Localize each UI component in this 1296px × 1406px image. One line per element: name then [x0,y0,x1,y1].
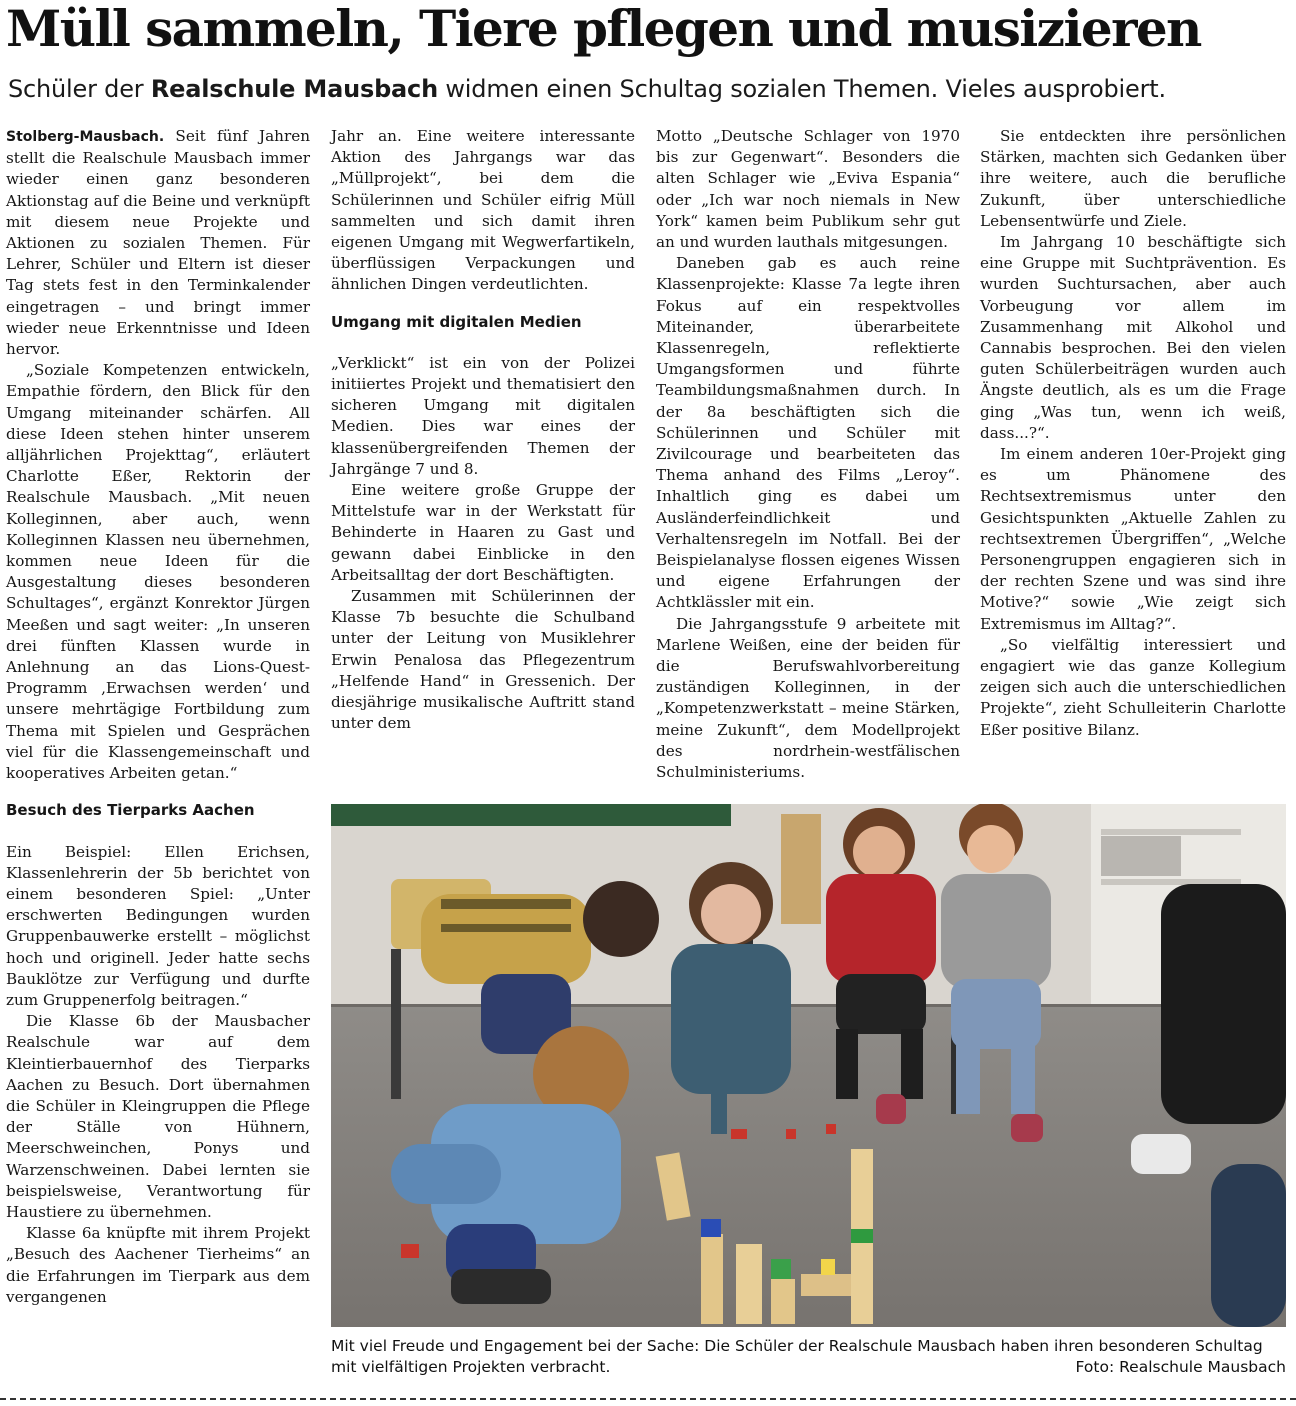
section-subtitle: Besuch des Tierparks Aachen [6,801,255,820]
article-photo [331,804,1286,1327]
article-column-3 [656,126,960,783]
subheadline [8,72,1292,106]
paragraph: Die Jahrgangsstufe 9 arbeitete mit Marlene Weißen, eine der beiden für die Berufswahlvorbereitung zuständigen Kolleginnen, in der „Kompetenzwerkstatt – meine Stärken, meine Zukunft“, dem Modellprojekt des nordrhein-westfälischen Schulministeriums. [656,614,960,782]
bottom-divider [0,1398,1296,1402]
section-subtitle: Umgang mit digitalen Medien [331,312,582,331]
paragraph: Motto „Deutsche Schlager von 1970 bis zur Gegenwart“. Besonders die alten Schlager wie „Eviva Espania“ oder „Ich war noch niemals in New York“ kamen beim Publikum sehr gut an und wurden lauthals mitgesungen. [656,127,960,252]
paragraph: Eine weitere große Gruppe der Mittelstufe war in der Werkstatt für Behinderte in Haaren zu Gast und gewann dabei Einblicke in den Arbeitsalltag der dort Beschäftigten. [331,481,635,584]
paragraph: Sie entdeckten ihre persönlichen Stärken, machten sich Gedanken über ihre weitere, auch die berufliche Zukunft, über unterschiedliche Lebensentwürfe und Ziele. [980,127,1286,230]
photo-credit: Foto: Realschule Mausbach [1075,1358,1286,1376]
headline: Müll sammeln, Tiere pflegen und musizieren [6,0,1201,58]
paragraph: „Soziale Kompetenzen entwickeln, Empathie fördern, den Blick für den Umgang miteinander schärfen. All diese Ideen stehen hinter unserem alljährlichen Projekttag“, erläutert Charlotte Eßer, Rektorin der Realschule Mausbach. „Mit neuen Kolleginnen, aber auch, wenn Kolleginnen Klassen neu übernehmen, kommen neue Ideen für die Ausgestaltung dieses besonderen Schultages“, ergänzt Konrektor Jürgen Meeßen und sagt weiter: „In unseren drei fünften Klassen wurde in Anlehnung an das Lions-Quest-Programm ‚Erwachsen werden‘ und unsere mehrtägige Fortbildung zum Thema mit Spielen und Gesprächen viel für die Klassengemeinschaft und kooperatives Arbeiten getan.“ [6,361,310,783]
subhead-text-start: Schüler der [8,75,151,103]
subhead-school-name: Realschule Mausbach [150,75,438,103]
paragraph: Jahr an. Eine weitere interessante Aktion des Jahrgangs war das „Müllprojekt“, bei dem die Schülerinnen und Schüler eifrig Müll sammelten und sich damit ihren eigenen Umgang mit Wegwerfartikeln, überflüssigen Verpackungen und ähnlichen Dingen verdeutlichten. [331,127,635,294]
paragraph: Klasse 6a knüpfte mit ihrem Projekt „Besuch des Aachener Tierheims“ an die Erfahrungen im Tierpark aus dem vergangenen [6,1224,310,1306]
paragraph: Ein Beispiel: Ellen Erichsen, Klassenlehrerin der 5b berichtet von einem besonderen Spiel: „Unter erschwerten Bedingungen wurden Gruppenbauwerke erstellt – möglichst hoch und originell. Jeder hatte sechs Bauklötze zur Verfügung und durfte zum Gruppenerfolg beitragen.“ [6,842,310,1009]
photo-caption [331,1336,1286,1378]
article-column-1 [6,126,310,1308]
paragraph: Im Jahrgang 10 beschäftigte sich eine Gruppe mit Suchtprävention. Es wurden Suchtursachen, aber auch Vorbeugung vor allem im Zusammenhang mit Alkohol und Cannabis besprochen. Bei den vielen guten Schülerbeiträgen wurden auch Ängste deutlich, als es um die Frage ging „Was tun, wenn ich weiß, dass...?“. [980,233,1286,442]
article-column-2 [331,126,635,734]
paragraph: Im einem anderen 10er-Projekt ging es um Phänomene des Rechtsextremismus unter den Gesichtspunkten „Aktuelle Zahlen zu rechtsextremen Übergriffen“, „Welche Personengruppen engagieren sich in der rechten Szene und was sind ihre Motive?“ sowie „Wie zeigt sich Extremismus im Alltag?“. [980,445,1286,633]
dateline: Stolberg-Mausbach. [6,129,165,145]
paragraph: Daneben gab es auch reine Klassenprojekte: Klasse 7a legte ihren Fokus auf ein respektvolles Miteinander, überarbeitete Klassenregeln, reflektierte Umgangsformen und führte Teambildungsmaßnahmen durch. In der 8a beschäftigten sich die Schülerinnen und Schüler mit Zivilcourage und bearbeiteten das Thema anhand des Films „Leroy“. Inhaltlich ging es dabei um Ausländerfeindlichkeit und Verhaltensregeln im Notfall. Bei der Beispielanalyse flossen eigenes Wissen und eigene Erfahrungen der Achtklässler mit ein. [656,254,960,612]
article-column-4 [980,126,1286,741]
paragraph: „Verklickt“ ist ein von der Polizei initiiertes Projekt und thematisiert den sicheren Umgang mit digitalen Medien. Dies war eines der klassenübergreifenden Themen der Jahrgänge 7 und 8. [331,353,635,478]
paragraph: „So vielfältig interessiert und engagiert wie das ganze Kollegium zeigen sich auch die unterschiedlichen Projekte“, zieht Schulleiterin Charlotte Eßer positive Bilanz. [980,635,1286,739]
caption-text: Mit viel Freude und Engagement bei der Sache: Die Schüler der Realschule Mausbach haben ihren besonderen Schultag mit vielfältigen Projekten verbracht. [331,1337,1263,1376]
photo-students-building-blocks [331,804,1286,1327]
paragraph [6,126,310,360]
paragraph: Zusammen mit Schülerinnen der Klasse 7b besuchte die Schulband unter der Leitung von Musiklehrer Erwin Penalosa das Pflegezentrum „Helfende Hand“ in Gressenich. Der diesjährige musikalische Auftritt stand unter dem [331,587,635,733]
subhead-text-end: widmen einen Schultag sozialen Themen. Vieles ausprobiert. [437,75,1166,103]
paragraph-text: Seit fünf Jahren stellt die Realschule Mausbach immer wieder einen ganz besonderen Aktionstag auf die Beine und verknüpft mit diesem neue Projekte und Aktionen zu sozialen Themen. Für Lehrer, Schüler und Eltern ist dieser Tag stets fest in den Terminkalender eingetragen – und bringt immer wieder neue Erkenntnisse und Ideen hervor. [6,127,310,359]
paragraph: Die Klasse 6b der Mausbacher Realschule war auf dem Kleintierbauernhof des Tierparks Aachen zu Besuch. Dort übernahmen die Schüler in Kleingruppen die Pflege der Ställe von Hühnern, Meerschweinchen, Ponys und Warzenschweinen. Dabei lernten sie beispielsweise, Verantwortung für Haustiere zu übernehmen. [6,1012,310,1221]
